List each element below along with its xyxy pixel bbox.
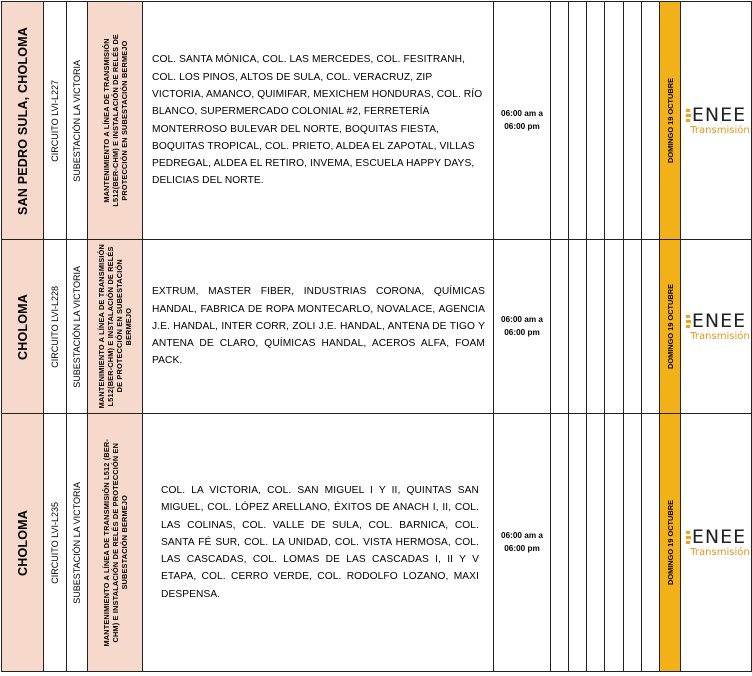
zone-label: CHOLOMA — [15, 293, 30, 360]
enee-logo — [681, 309, 751, 342]
empty-cell — [587, 2, 605, 240]
empty-cell — [605, 414, 624, 672]
time-cell — [494, 240, 551, 414]
empty-cell — [624, 2, 642, 240]
date-label: DOMINGO 19 OCTUBRE — [665, 500, 675, 585]
logo-cell — [681, 414, 752, 672]
circuit-label: CIRCUITO LVI-L235 — [50, 501, 60, 584]
affected-areas-text: COL. LA VICTORIA, COL. SAN MIGUEL I Y II, QUINTAS SAN MIGUEL, COL. LÓPEZ ARELLANO, ÉXITOS DE ANACH I, II, COL. LAS COLINAS, COL. VALLE DE SULA, COL. BARNICA, COL. SANTA FÉ SUR, COL. LA UNIDAD, COL. VISTA HERMOSA, COL. LAS CASCADAS, COL. LOMAS DE LAS CASCADAS I, II Y V ETAPA, COL. CERRO VERDE, COL. RODOLFO LOZANO, MAXI DESPENSA. — [161, 484, 479, 600]
enee-mark-icon — [686, 109, 691, 122]
affected-areas-cell — [143, 2, 494, 240]
logo-cell — [681, 240, 752, 414]
logo-subtitle: Transmisión — [690, 546, 750, 558]
circuit-cell — [44, 240, 67, 414]
logo-subtitle: Transmisión — [690, 124, 750, 136]
enee-mark-icon — [686, 531, 691, 544]
empty-cell — [642, 2, 660, 240]
circuit-cell — [44, 2, 67, 240]
empty-cell — [624, 240, 642, 414]
logo-wordmark: ENEE — [691, 525, 747, 548]
affected-areas-text: COL. SANTA MÓNICA, COL. LAS MERCEDES, COL. FESITRANH, COL. LOS PINOS, ALTOS DE SULA, COL. VERACRUZ, ZIP VICTORIA, AMANCO, QUIMIFAR, MEXICHEM HONDURAS, COL. RÍO BLANCO, SUPERMERCADO COLONIAL #2, FERRETERÍA MONTERROSO BULEVAR DEL NORTE, BOQUITAS FIESTA, BOQUITAS TROPICAL, COL. PRIETO, ALDEA EL ZAPOTAL, VILLAS PEDREGAL, ALDEA EL RETIRO, INVEMA, ESCUELA HAPPY DAYS, DELICIAS DEL NORTE. — [152, 54, 483, 187]
date-cell — [660, 414, 681, 672]
enee-logo — [681, 525, 751, 558]
time-cell — [494, 414, 551, 672]
empty-cell — [551, 2, 569, 240]
substation-cell — [67, 2, 88, 240]
logo-wordmark: ENEE — [691, 309, 747, 332]
logo-cell — [681, 2, 752, 240]
empty-cell — [605, 240, 624, 414]
table-row — [2, 414, 752, 672]
date-cell — [660, 2, 681, 240]
circuit-cell — [44, 414, 67, 672]
empty-cell — [624, 414, 642, 672]
affected-areas-cell — [143, 414, 494, 672]
time-end: 06:00 pm — [504, 543, 540, 553]
substation-cell — [67, 240, 88, 414]
date-cell — [660, 240, 681, 414]
empty-cell — [587, 414, 605, 672]
logo-wordmark: ENEE — [691, 103, 747, 126]
table-row — [2, 240, 752, 414]
empty-cell — [605, 2, 624, 240]
time-end: 06:00 pm — [504, 327, 540, 337]
outage-schedule-table — [1, 1, 752, 672]
empty-cell — [569, 414, 587, 672]
zone-cell — [2, 414, 44, 672]
substation-cell — [67, 414, 88, 672]
date-label: DOMINGO 19 OCTUBRE — [665, 78, 675, 163]
time-start: 06:00 am a — [501, 109, 543, 118]
affected-areas-cell — [143, 240, 494, 414]
table-row — [2, 2, 752, 240]
time-start: 06:00 am a — [501, 315, 543, 324]
substation-label: SUBESTACIÓN LA VICTORIA — [72, 59, 82, 182]
work-description: MANTENIMIENTO A LÍNEA DE TRANSMISIÓN L512(BER-CHM) E INSTALACIÓN DE RELÉS DE PROTECCIÓN EN SUBESTACIÓN BERMEJO — [97, 244, 133, 409]
empty-cell — [551, 414, 569, 672]
time-start: 06:00 am a — [501, 531, 543, 540]
work-description: MANTENIMIENTO A LÍNEA DE TRANSMISIÓN L512(BER-CHM) E INSTALACIÓN DE RELÉS DE PROTECCIÓN EN SUBESTACIÓN BERMEJO — [101, 34, 129, 207]
empty-cell — [642, 240, 660, 414]
circuit-label: CIRCUITO LVI-L228 — [50, 285, 60, 368]
time-cell — [494, 2, 551, 240]
zone-cell — [2, 240, 44, 414]
empty-cell — [569, 2, 587, 240]
work-cell — [88, 2, 143, 240]
enee-logo — [681, 103, 751, 136]
time-end: 06:00 pm — [504, 121, 540, 131]
affected-areas-text: EXTRUM, MASTER FIBER, INDUSTRIAS CORONA, QUÍMICAS HANDAL, FABRICA DE ROPA MONTECARLO, NOVALACE, AGENCIA J.E. HANDAL, INTER CORR, ZOLI J.E. HANDAL, ANTENA DE TIGO Y ANTENA DE CLARO, QUÍMICAS HANDAL, ACEROS ALFA, FOAM PACK. — [152, 286, 485, 367]
zone-label: SAN PEDRO SULA, CHOLOMA — [15, 26, 30, 215]
empty-cell — [551, 240, 569, 414]
empty-cell — [569, 240, 587, 414]
circuit-label: CIRCUITO LVI-L227 — [50, 79, 60, 162]
work-cell — [88, 414, 143, 672]
substation-label: SUBESTACIÓN LA VICTORIA — [72, 481, 82, 604]
empty-cell — [587, 240, 605, 414]
date-label: DOMINGO 19 OCTUBRE — [665, 284, 675, 369]
work-cell — [88, 240, 143, 414]
zone-cell — [2, 2, 44, 240]
substation-label: SUBESTACIÓN LA VICTORIA — [72, 265, 82, 388]
empty-cell — [642, 414, 660, 672]
zone-label: CHOLOMA — [15, 509, 30, 576]
logo-subtitle: Transmisión — [690, 330, 750, 342]
work-description: MANTENIMIENTO A LÍNEA DE TRANSMISIÓN L512 (BER- CHM) E INSTALACIÓN DE RELÉS DE PROTECCIÓN EN SUBESTACIÓN BERMEJO — [101, 438, 129, 647]
enee-mark-icon — [686, 315, 691, 328]
